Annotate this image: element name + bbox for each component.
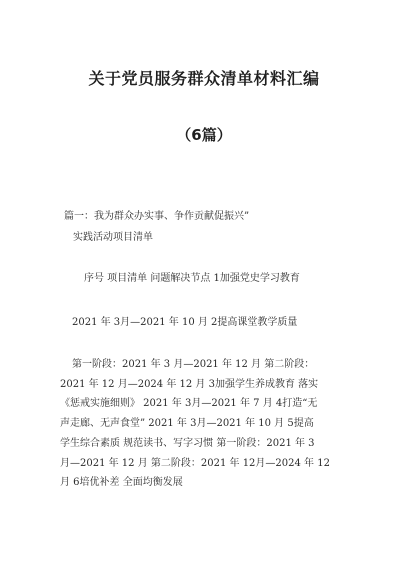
paragraph-line: 学生综合素质 规范读书、写字习惯 第一阶段：2021 年 3 bbox=[60, 437, 315, 449]
paragraph-line: 声走廊、无声食堂” 2021 年 3月—2021 年 10 月 5提高 bbox=[60, 418, 314, 430]
article-subheading: 实践活动项目清单 bbox=[73, 232, 153, 243]
paragraph-line: 月—2021 年 12 月 第二阶段：2021 年 12月—2024 年 12 bbox=[60, 457, 330, 469]
paragraph-line: 第一阶段：2021 年 3 月—2021 年 12 月 第二阶段： bbox=[72, 359, 315, 370]
paragraph-line: 月 6培优补差 全面均衡发展 bbox=[60, 477, 183, 489]
article-heading: 篇一：我为群众办实事、争作贡献促振兴” bbox=[64, 211, 250, 222]
paragraph-line: 《惩戒实施细则》 2021 年 3月—2021 年 7 月 4打造“无 bbox=[60, 398, 318, 410]
document-title: 关于党员服务群众清单材料汇编 bbox=[88, 69, 320, 88]
paragraph-line: 2021 年 12 月—2024 年 12 月 3加强学生养成教育 落实 bbox=[60, 378, 319, 390]
schedule-line: 2021 年 3月—2021 年 10 月 2提高课堂教学质量 bbox=[72, 317, 298, 328]
body-paragraph bbox=[60, 355, 352, 493]
article-count: （6篇） bbox=[176, 126, 232, 144]
table-header-line: 序号 项目清单 问题解决节点 1加强党史学习教育 bbox=[84, 273, 300, 284]
